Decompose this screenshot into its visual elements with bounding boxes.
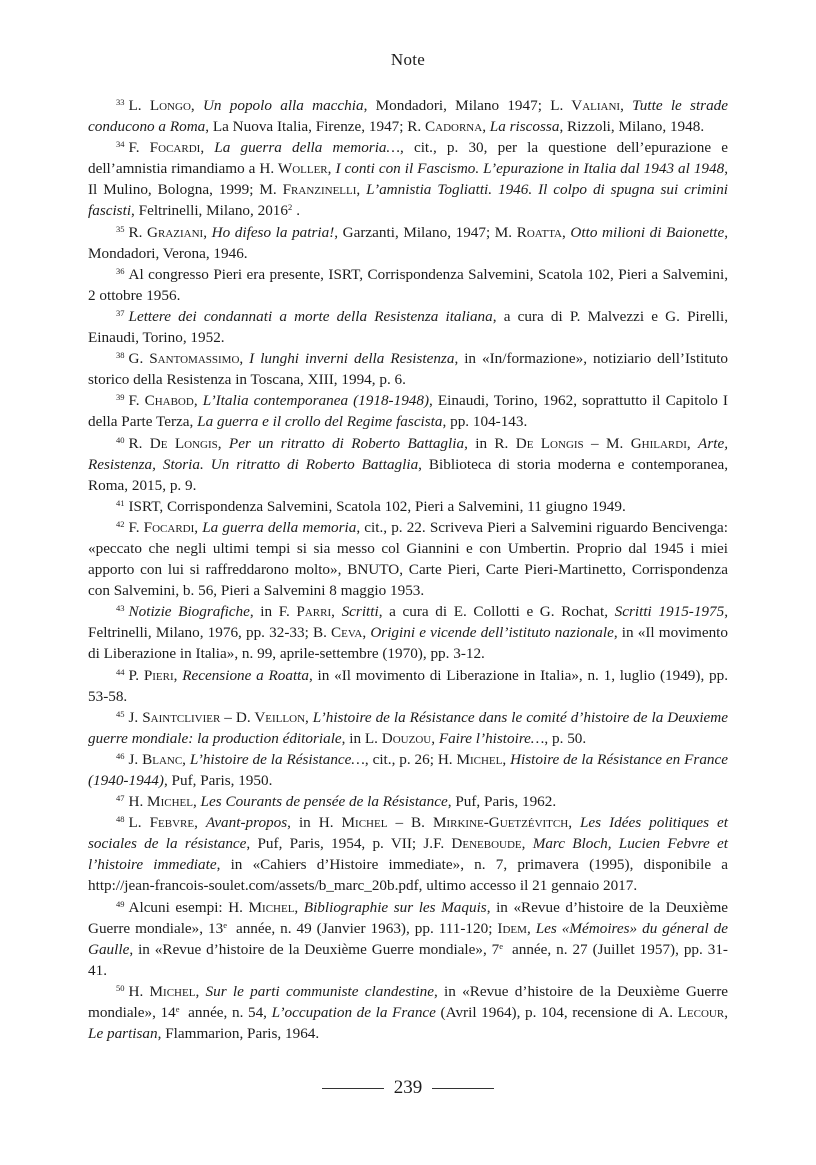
note-text: ,	[190, 97, 203, 114]
italic-title: Scritti 1915-1975	[614, 603, 725, 621]
endnote	[88, 95, 728, 137]
italic-title: Bibliographie sur les Maquis	[303, 898, 487, 916]
superscript-text: e	[499, 940, 504, 951]
note-text: , Feltrinelli, Milano, 1976, pp. 32-33;	[88, 603, 729, 642]
endnote	[88, 665, 728, 707]
author-name: F. Chabod	[128, 392, 194, 410]
note-text: –	[583, 434, 607, 452]
note-text: ,	[568, 814, 580, 832]
endnote-number: 37	[116, 307, 125, 318]
italic-title: Les Courants de pensée de la Résistance	[200, 793, 448, 811]
note-text: , a cura di P. Malvezzi e G. Pirelli, Einaudi, Torino, 1952.	[88, 307, 728, 347]
note-text: , Mondadori, Milano 1947;	[363, 97, 551, 114]
endnote	[88, 306, 728, 348]
note-text: , Rizzoli, Milano, 1948.	[559, 118, 705, 136]
endnote	[88, 791, 728, 812]
note-text: , in «Cahiers d’Histoire immediate», n. 7, primavera (1995), disponibile a http://jean-francois-soulet.com/assets/b_marc_20b.pdf, ultimo accesso il 21 gennaio 2017.	[88, 856, 728, 895]
italic-title: Per un ritratto di Roberto Battaglia	[228, 434, 465, 452]
note-text: , Flammarion, Paris, 1964.	[157, 1025, 320, 1043]
endnote-number: 39	[116, 392, 125, 403]
note-text: année, n. 49 (Janvier 1963), pp. 111-120;	[230, 919, 498, 937]
note-text: , Il Mulino, Bologna, 1999;	[88, 160, 729, 199]
endnote-number: 43	[116, 603, 125, 614]
italic-title: L’amnistia Togliatti. 1946. Il colpo di spugna sui crimini fascisti	[88, 181, 729, 220]
author-name: L. Febvre	[128, 814, 195, 832]
endnote	[88, 601, 728, 664]
note-text: ,	[195, 982, 206, 1000]
note-text: , in	[249, 603, 279, 621]
endnotes-list	[88, 95, 728, 1044]
note-text: année, n. 27 (Juillet 1957), pp. 31-41.	[88, 940, 728, 979]
italic-title: Otto milioni di Baionette	[570, 223, 725, 241]
note-text: , in	[464, 434, 495, 452]
endnote	[88, 390, 728, 432]
italic-title: Lettere dei condannati a morte della Resistenza italiana	[128, 307, 493, 325]
italic-title: L’histoire de la Résistance dans le comité d’histoire de la Deuxieme guerre mondiale: la production éditoriale	[88, 708, 729, 747]
italic-title: Le partisan	[88, 1025, 158, 1043]
running-head: Note	[390, 50, 426, 69]
superscript-text: e	[223, 919, 227, 930]
author-name: B. Mirkine-Guetzévitch	[411, 814, 569, 832]
endnote-number: 41	[116, 497, 125, 508]
author-name: H. Woller	[259, 160, 328, 178]
endnote	[88, 897, 728, 981]
endnote-number: 47	[116, 793, 125, 804]
note-text: –	[387, 814, 412, 832]
superscript-text: 2	[287, 202, 293, 213]
italic-title: Un popolo alla macchia	[202, 97, 364, 114]
endnote	[88, 137, 728, 221]
author-name: F. Parri	[278, 603, 332, 621]
note-text: ,	[686, 434, 699, 452]
note-text: ,	[194, 814, 206, 832]
italic-title: L’histoire de la Résistance…	[189, 750, 365, 768]
note-text: , Mondadori, Verona, 1946.	[88, 223, 729, 262]
note-text: Al congresso Pieri era presente, ISRT, Corrispondenza Salvemini, Scatola 102, Pieri a Salvemini, 2 ottobre 1956.	[88, 265, 728, 304]
note-text: ,	[431, 729, 439, 747]
author-name: G. Santomassimo	[128, 350, 240, 368]
note-text: ,	[200, 139, 215, 157]
note-text: , Feltrinelli, Milano, 2016	[131, 202, 288, 220]
italic-title: Arte, Resistenza, Storia. Un ritratto di Roberto Battaglia	[88, 434, 728, 473]
note-text: ,	[294, 898, 304, 916]
italic-title: La guerra della memoria…	[214, 139, 401, 157]
endnote-number: 42	[116, 518, 125, 529]
endnote-number: 36	[116, 265, 125, 276]
endnote-number: 44	[116, 666, 125, 677]
author-name: H. Michel	[128, 982, 196, 1000]
folio-rule-left	[322, 1088, 384, 1089]
note-text: .	[296, 202, 301, 220]
italic-title: L’Italia contemporanea (1918-1948)	[202, 392, 430, 410]
note-text: , in	[287, 814, 319, 832]
italic-title: I lunghi inverni della Resistenza	[249, 350, 455, 368]
author-name: P. Pieri	[128, 666, 174, 684]
italic-title: La guerra e il crollo del Regime fascista	[197, 413, 443, 431]
endnote-number: 48	[116, 814, 125, 825]
italic-title: Tutte le strade conducono a Roma	[88, 97, 729, 136]
author-name: M. Ghilardi	[606, 434, 687, 452]
endnote	[88, 812, 728, 896]
note-text: ,	[192, 793, 201, 811]
endnote-number: 35	[116, 223, 125, 234]
note-text: ,	[182, 750, 190, 768]
italic-title: Les «Mémoires» du géneral de Gaulle	[88, 919, 728, 958]
note-text: ,	[239, 350, 250, 368]
italic-title: L’occupation de la France	[271, 1004, 436, 1022]
italic-title: Sur le parti communiste clandestine	[205, 982, 434, 1000]
note-text: ,	[526, 919, 536, 937]
page-folio	[0, 1077, 816, 1099]
endnote-number: 40	[116, 434, 125, 445]
endnote	[88, 749, 728, 791]
author-name: M. Roatta	[494, 223, 562, 241]
note-text: , in «Revue d’histoire de la Deuxième Guerre mondiale», 13	[88, 898, 729, 937]
endnote	[88, 264, 728, 306]
note-text: ,	[173, 666, 183, 684]
endnote	[88, 981, 728, 1044]
note-text: , La Nuova Italia, Firenze, 1947;	[205, 118, 408, 136]
note-text: , cit., p. 30, per la questione dell’epurazione e dell’amnistia rimandiamo a	[88, 139, 728, 178]
note-text: ,	[331, 603, 342, 621]
italic-title: Avant-propos	[205, 814, 288, 832]
note-text: –	[220, 708, 236, 726]
note-text: ,	[521, 835, 533, 853]
author-name: Idem	[497, 919, 527, 937]
note-text: ,	[562, 223, 571, 241]
note-text: ,	[482, 118, 490, 136]
italic-title: Ho difeso la patria!	[211, 223, 335, 241]
note-text: , cit., p. 22. Scriveva Pieri a Salvemini riguardo Bencivenga: «peccato che negli ultimi tempi si sia messo col Giannini e con Umbertin. Proprio dal 1945 i miei apporto con lui si raffreddarono molto», BNUTO, Carte Pieri, Carte Pieri-Martinetto, Corrispondenza con Salvemini, b. 56, Pieri a Salvemini 8 maggio 1953.	[88, 518, 728, 600]
italic-title: Histoire de la Résistance en France (1940-1944)	[88, 750, 729, 789]
author-name: M. Franzinelli	[259, 181, 357, 199]
author-name: J.F. Deneboude	[423, 835, 522, 853]
note-text: , in «Il movimento di Liberazione in Italia», n. 99, aprile-settembre (1970), pp. 3-12.	[88, 624, 728, 663]
author-name: R. De Longis	[128, 434, 218, 452]
author-name: B. Ceva	[312, 624, 363, 642]
note-text: , pp. 104-143.	[442, 413, 528, 431]
note-text: ,	[724, 1004, 728, 1022]
endnote-number: 50	[116, 982, 125, 993]
italic-title: Recensione a Roatta	[182, 666, 309, 684]
author-name: J. Blanc	[128, 750, 183, 768]
author-name: F. Focardi	[128, 518, 195, 536]
author-name: F. Focardi	[128, 139, 201, 157]
endnote	[88, 517, 728, 601]
superscript-text: e	[175, 1004, 180, 1015]
author-name: H. Michel	[228, 898, 295, 916]
endnote	[88, 348, 728, 390]
author-name: R. Cadorna	[407, 118, 483, 136]
page-number: 239	[393, 1077, 423, 1098]
endnote-number: 38	[116, 350, 125, 361]
note-text: , Puf, Paris, 1950.	[163, 772, 273, 789]
italic-title: Marc Bloch, Lucien Febvre et l’histoire immediate	[88, 835, 728, 874]
note-text: , a cura di E. Collotti e G. Rochat,	[378, 603, 615, 621]
note-text: , Puf, Paris, 1954, p. VII;	[246, 835, 424, 853]
italic-title: Les Idées politiques et sociales de la résistance	[88, 814, 728, 853]
note-text: ISRT, Corrispondenza Salvemini, Scatola 102, Pieri a Salvemini, 11 giugno 1949.	[128, 497, 626, 515]
note-text: (Avril 1964), p. 104, recensione di	[435, 1004, 659, 1022]
note-text: , in «Il movimento di Liberazione in Italia», n. 1, luglio (1949), pp. 53-58.	[88, 666, 729, 705]
note-text: , Einaudi, Torino, 1962, soprattutto il Capitolo I della Parte Terza,	[88, 392, 728, 431]
note-text: , Biblioteca di storia moderna e contemporanea, Roma, 2015, p. 9.	[88, 455, 728, 494]
note-text: , Garzanti, Milano, 1947;	[334, 223, 495, 241]
note-text: Alcuni esempi:	[128, 898, 229, 916]
author-name: R. Graziani	[128, 223, 204, 241]
note-text: ,	[362, 624, 371, 642]
italic-title: Origini e vicende dell’istituto nazionale	[370, 624, 614, 642]
italic-title: Scritti	[341, 603, 379, 621]
author-name: A. Lecour	[658, 1004, 725, 1022]
endnote-number: 33	[116, 97, 125, 107]
author-name: H. Michel	[437, 750, 503, 768]
note-text: , in «Revue d’histoire de la Deuxième Guerre mondiale», 7	[129, 940, 500, 958]
author-name: R. De Longis	[494, 434, 584, 452]
note-text: ,	[203, 223, 212, 241]
author-name: L. Douzou	[364, 729, 432, 747]
author-name: D. Veillon	[235, 708, 306, 726]
note-text: ,	[356, 181, 367, 199]
note-text: , p. 50.	[544, 729, 587, 747]
endnote	[88, 496, 728, 517]
italic-title: La guerra della memoria	[202, 518, 357, 536]
endnote-number: 34	[116, 139, 125, 150]
note-text: , in	[341, 729, 365, 747]
author-name: H. Michel	[318, 814, 388, 832]
note-text: ,	[620, 97, 633, 114]
italic-title: I conti con il Fascismo. L’epurazione in Italia dal 1943 al 1948	[335, 160, 725, 178]
note-text: ,	[217, 434, 229, 452]
note-text: ,	[502, 750, 511, 768]
endnote	[88, 707, 728, 749]
author-name: J. Saintclivier	[128, 708, 221, 726]
author-name: L. Valiani	[550, 97, 621, 114]
note-text: , in «Revue d’histoire de la Deuxième Guerre mondiale», 14	[88, 982, 728, 1022]
endnote-number: 46	[116, 750, 125, 761]
note-text: année, n. 54,	[183, 1004, 272, 1022]
note-text: ,	[194, 518, 203, 536]
note-text: , Puf, Paris, 1962.	[447, 793, 557, 811]
italic-title: Faire l’histoire…	[438, 729, 545, 747]
note-text: , cit., p. 26;	[364, 750, 438, 768]
author-name: H. Michel	[128, 793, 193, 811]
note-text: ,	[305, 708, 313, 726]
author-name: L. Longo	[128, 97, 191, 114]
note-text: , in «In/formazione», notiziario dell’Istituto storico della Resistenza in Toscana, XIII, 1994, p. 6.	[88, 350, 729, 389]
italic-title: La riscossa	[489, 118, 560, 136]
endnote-number: 45	[116, 708, 125, 719]
note-text: ,	[193, 392, 203, 410]
endnote-number: 49	[116, 898, 125, 909]
italic-title: Notizie Biografiche	[128, 603, 250, 621]
endnote	[88, 433, 728, 496]
note-text: ,	[327, 160, 336, 178]
folio-rule-right	[432, 1088, 494, 1089]
endnote	[88, 222, 728, 264]
